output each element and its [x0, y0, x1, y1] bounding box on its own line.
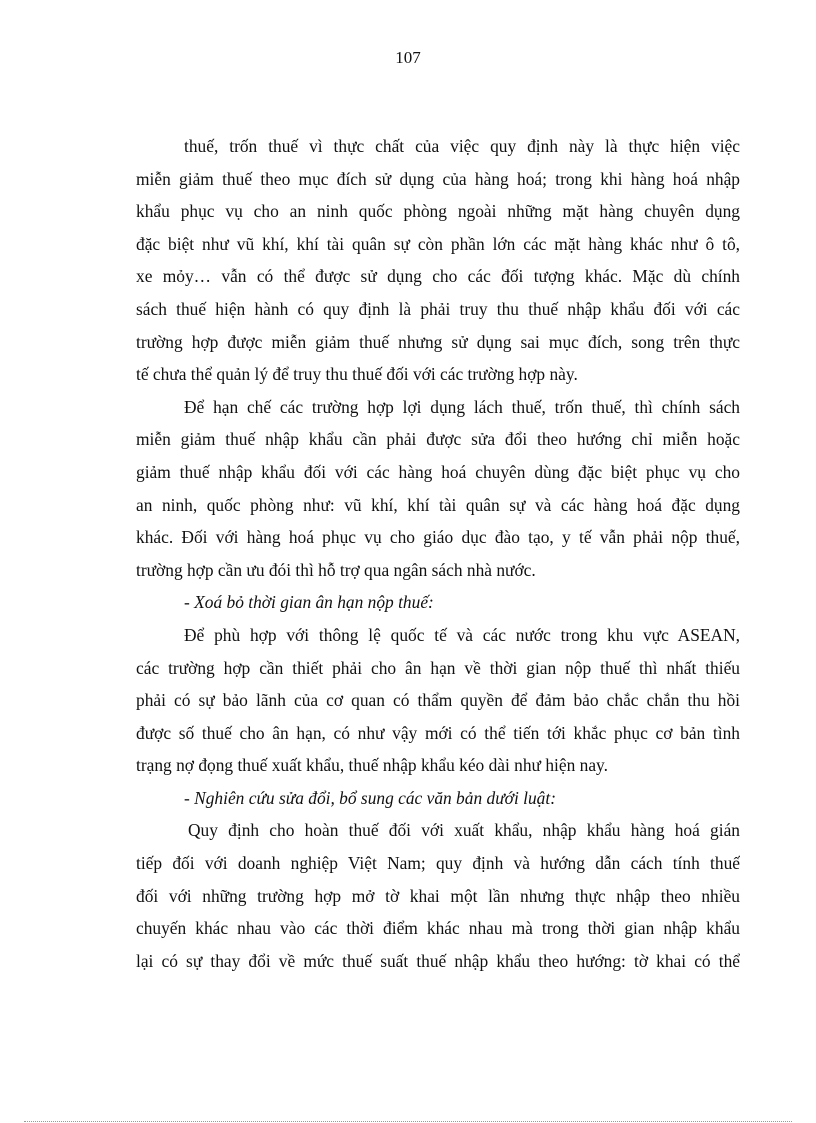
text-line: xe mỏy… vẫn có thể được sử dụng cho các đối tượng khác. Mặc dù chính: [136, 266, 740, 287]
text-line: các trường hợp cần thiết phải cho ân hạn về thời gian nộp thuế thì nhất thiếu: [136, 657, 740, 678]
body-text: [136, 130, 740, 977]
text-line: giảm thuế nhập khẩu đối với các hàng hoá chuyên dùng đặc biệt phục vụ cho: [136, 461, 740, 482]
text-line: khác. Đối với hàng hoá phục vụ cho giáo dục đào tạo, y tế vẫn phải nộp thuế,: [136, 527, 740, 548]
page-number: 107: [395, 48, 421, 67]
text-line: Quy định cho hoàn thuế đối với xuất khẩu, nhập khẩu hàng hoá gián: [188, 820, 740, 841]
page-bottom-rule: [24, 1121, 792, 1122]
text-line: thuế, trốn thuế vì thực chất của việc quy định này là thực hiện việc: [184, 136, 740, 156]
text-line: sách thuế hiện hành có quy định là phải truy thu thuế nhập khẩu đối với các: [136, 298, 740, 319]
text-line: phải có sự bảo lãnh của cơ quan có thẩm quyền để đảm bảo chắc chắn thu hồi: [136, 690, 740, 711]
text-line: chuyến khác nhau vào các thời điểm khác nhau mà trong thời gian nhập khẩu: [136, 918, 740, 939]
text-line: tiếp đối với doanh nghiệp Việt Nam; quy định và hướng dẫn cách tính thuế: [136, 853, 740, 874]
text-line: trạng nợ đọng thuế xuất khẩu, thuế nhập khẩu kéo dài như hiện nay.: [136, 755, 608, 776]
text-line: an ninh, quốc phòng như: vũ khí, khí tài quân sự và các hàng hoá đặc dụng: [136, 494, 740, 515]
text-line: đối với những trường hợp mở tờ khai một lần nhưng thực nhập theo nhiều: [136, 885, 740, 906]
text-line: khẩu phục vụ cho an ninh quốc phòng ngoài những mặt hàng chuyên dụng: [136, 201, 740, 222]
text-line: đặc biệt như vũ khí, khí tài quân sự còn phần lớn các mặt hàng khác như ô tô,: [136, 233, 740, 254]
text-line: Để phù hợp với thông lệ quốc tế và các nước trong khu vực ASEAN,: [184, 624, 740, 645]
text-line: lại có sự thay đổi về mức thuế suất thuế nhập khẩu theo hướng: tờ khai có thể: [136, 950, 740, 971]
text-line: Để hạn chế các trường hợp lợi dụng lách thuế, trốn thuế, thì chính sách: [184, 396, 740, 417]
section-heading: - Xoá bỏ thời gian ân hạn nộp thuế:: [184, 592, 434, 613]
section-heading: - Nghiên cứu sửa đổi, bổ sung các văn bản dưới luật:: [184, 787, 556, 808]
text-line: miễn giảm thuế theo mục đích sử dụng của hàng hoá; trong khi hàng hoá nhập: [136, 168, 740, 189]
text-line: được số thuế cho ân hạn, có như vậy mới có thể tiến tới khắc phục cơ bản tình: [136, 722, 740, 743]
text-line: miễn giảm thuế nhập khẩu cần phải được sửa đổi theo hướng chỉ miễn hoặc: [136, 429, 740, 450]
text-line: tế chưa thể quản lý để truy thu thuế đối với các trường hợp này.: [136, 364, 578, 385]
text-line: trường hợp được miễn giảm thuế nhưng sử dụng sai mục đích, song trên thực: [136, 331, 740, 352]
text-line: trường hợp cần ưu đói thì hỗ trợ qua ngân sách nhà nước.: [136, 559, 536, 580]
